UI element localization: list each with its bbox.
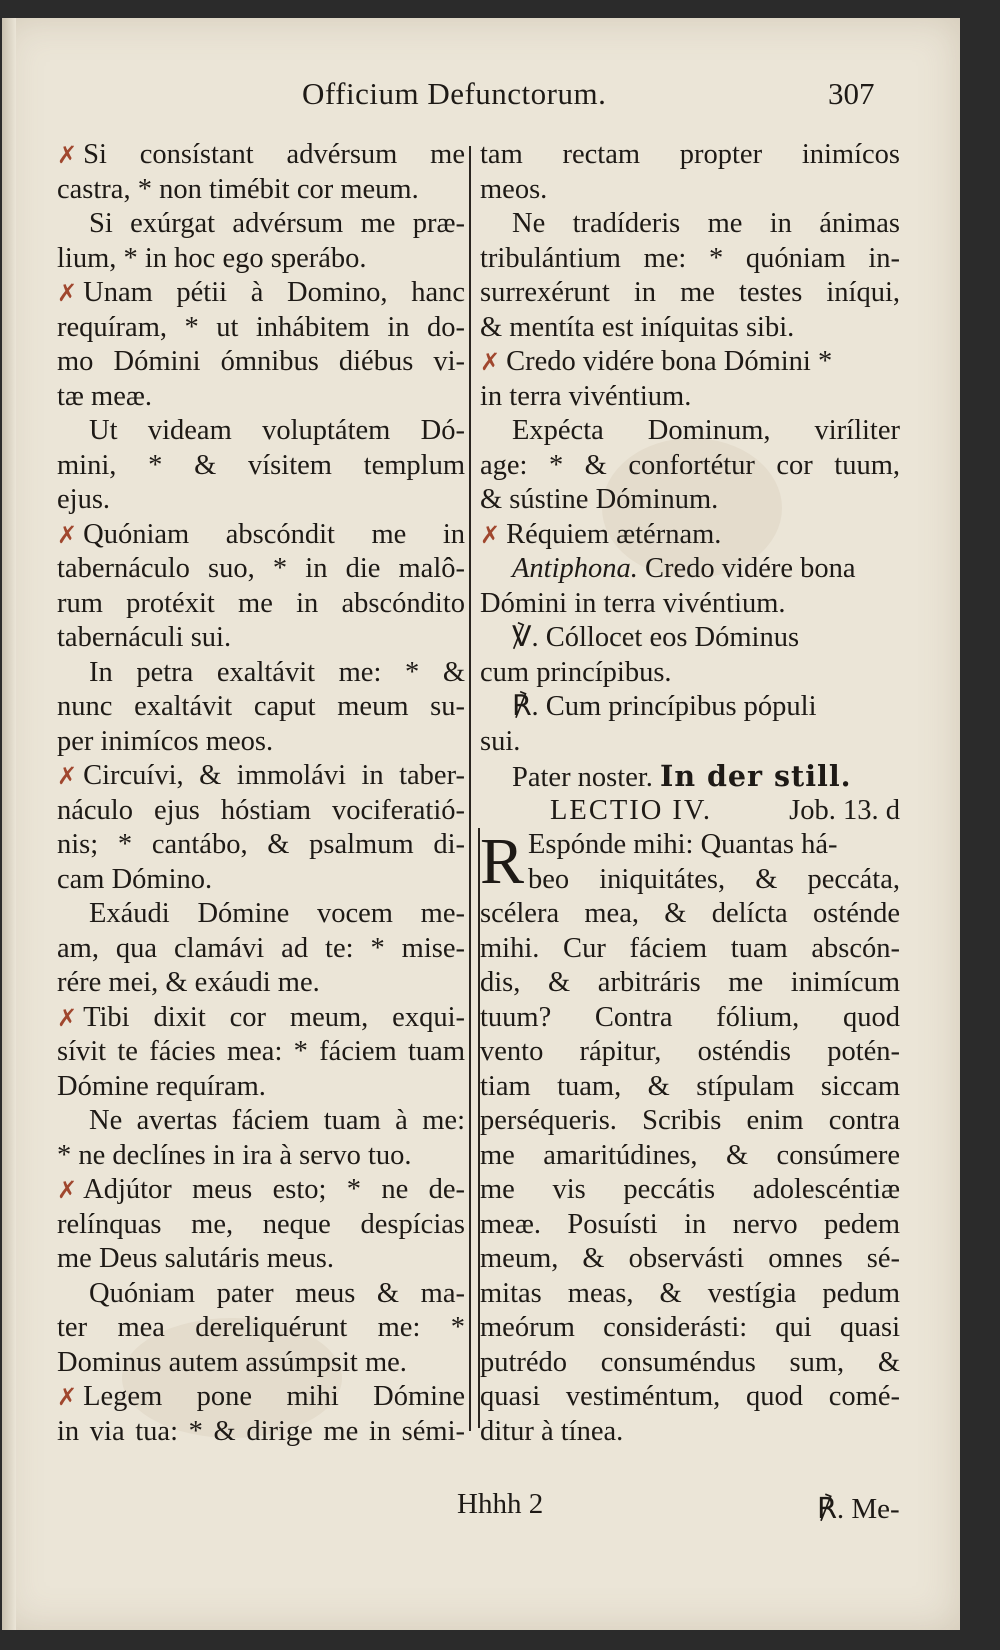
- text-line: ✗ Circuívi, & immolávi in taber-: [57, 760, 465, 791]
- text-line: mo Dómini ómnibus diébus vi-: [57, 346, 465, 377]
- text-line: & sústine Dóminum.: [480, 484, 719, 515]
- text-line: Ut videam voluptátem Dó-: [89, 415, 465, 446]
- antiphona-label: Antiphona.: [512, 553, 638, 584]
- versicle-mark-icon: ✗: [57, 141, 78, 169]
- text-line: surrexérunt in me testes iníqui,: [480, 277, 900, 308]
- response-symbol: ℟.: [512, 691, 539, 722]
- left-column: [57, 138, 465, 1449]
- pater-noster-line: Pater noster. In der still.: [512, 759, 852, 793]
- text-line: me amaritúdines, & consúmere: [480, 1139, 900, 1171]
- text-line: requíram, * ut inhábitem in do-: [57, 311, 465, 343]
- text-line: perséqueris. Scribis enim contra: [480, 1105, 900, 1136]
- versicle-mark-icon: ✗: [57, 279, 78, 307]
- text-line: tabernáculo suo, * in die malô-: [57, 553, 465, 584]
- versicle-mark-icon: ✗: [480, 348, 501, 376]
- text-line: Ne avertas fáciem tuam à me:: [89, 1105, 465, 1136]
- text-line: rére mei, & exáudi me.: [57, 967, 320, 998]
- text-line: mitas meas, & vestígia pedum: [480, 1277, 900, 1309]
- text-line: Exáudi Dómine vocem me-: [89, 898, 465, 929]
- versicle-mark-icon: ✗: [57, 1003, 78, 1032]
- text-line: Si exúrgat advérsum me præ-: [89, 208, 465, 239]
- column-divider: [469, 146, 471, 1431]
- text-line: sívit te fácies mea: * fáciem tuam: [57, 1036, 465, 1067]
- response-line: ℟. Cum princípibus pópuli: [512, 691, 817, 722]
- versicle-mark-icon: ✗: [57, 762, 78, 790]
- text-line: rum protéxit me in abscóndito: [57, 587, 465, 619]
- text-line: meos.: [480, 173, 548, 205]
- text-line: ter mea dereliquérunt me: *: [57, 1312, 465, 1343]
- text-line: per inimícos meos.: [57, 725, 274, 757]
- text-line: am, qua clamávi ad te: * mise-: [57, 932, 465, 964]
- signature-mark: Hhhh 2: [457, 1488, 544, 1520]
- text-line: meórum considerásti: qui quasi: [480, 1312, 900, 1343]
- versicle-mark-icon: ✗: [57, 1383, 78, 1411]
- text-line: in terra vivéntium.: [480, 380, 692, 412]
- text-line: ✗ Quóniam abscóndit me in: [57, 518, 465, 550]
- text-line: me Deus salutáris meus.: [57, 1243, 335, 1274]
- text-line: ✗ Credo vidére bona Dómini *: [480, 346, 833, 377]
- lectio-heading: [480, 794, 900, 829]
- text-line: putrédo consuméndus sum, &: [480, 1346, 900, 1378]
- text-line: In petra exaltávit me: * &: [89, 656, 465, 688]
- versicle-symbol: ℣.: [512, 622, 539, 653]
- text-line: meum, & observásti omnes sé-: [480, 1243, 900, 1274]
- text-line: quasi vestiméntum, quod comé-: [480, 1381, 900, 1412]
- text-line: ejus.: [57, 484, 111, 515]
- text-line: Dómine requíram.: [57, 1070, 266, 1102]
- text-line: ✗ Réquiem ætérnam.: [480, 518, 722, 550]
- book-page: [2, 18, 960, 1630]
- text-line: me vis peccátis adolescéntiæ: [480, 1174, 900, 1205]
- text-line: cum princípibus.: [480, 656, 672, 688]
- text-line: ✗ Legem pone mihi Dómine: [57, 1381, 465, 1412]
- text-line: in via tua: * & dirige me in sémi-: [57, 1415, 465, 1447]
- text-line: náculo ejus hóstiam vociferatió-: [57, 794, 465, 826]
- dropcap-letter: R: [480, 825, 525, 898]
- text-line: vento rápitur, osténdis potén-: [480, 1036, 900, 1067]
- text-line: tribulántium me: * quóniam in-: [480, 242, 900, 274]
- text-line: nis; * cantábo, & psalmum di-: [57, 829, 465, 860]
- catchword: ℟. Me-: [817, 1493, 900, 1525]
- text-line: & mentíta est iníquitas sibi.: [480, 311, 795, 343]
- running-header-title: Officium Defunctorum.: [302, 76, 607, 111]
- text-line: dis, & arbitráris me inimícum: [480, 967, 900, 998]
- text-line: ditur à tínea.: [480, 1415, 624, 1447]
- text-line: tam rectam propter inimícos: [480, 139, 900, 170]
- text-line: tæ meæ.: [57, 380, 153, 412]
- page-number: 307: [828, 76, 875, 111]
- text-line: mini, * & vísitem templum: [57, 449, 465, 481]
- text-line: tiam tuam, & stípulam siccam: [480, 1070, 900, 1102]
- text-line: * ne declínes in ira à servo tuo.: [57, 1139, 412, 1171]
- text-line: ✗ Si consístant advérsum me: [57, 139, 465, 170]
- text-line: Dominus autem assúmpsit me.: [57, 1346, 407, 1378]
- text-line: Expécta Dominum, viríliter: [512, 415, 900, 446]
- versicle-line: ℣. Cóllocet eos Dóminus: [512, 622, 800, 653]
- blackletter-rubric: In der still.: [660, 759, 852, 793]
- text-line: scélera mea, & delícta osténde: [480, 898, 900, 929]
- text-line: tuum? Contra fólium, quod: [480, 1001, 900, 1033]
- versicle-mark-icon: ✗: [480, 520, 501, 549]
- text-line: sui.: [480, 725, 521, 757]
- dropcap-line: R Espónde mihi: Quantas há-: [480, 825, 838, 898]
- text-line: relínquas me, neque despícias: [57, 1208, 465, 1240]
- text-line: cam Dómino.: [57, 863, 213, 895]
- text-line: Ne tradíderis me in ánimas: [512, 208, 900, 239]
- text-line: beo iniquitátes, & peccáta,: [528, 863, 900, 895]
- text-line: meæ. Posuísti in nervo pedem: [480, 1208, 900, 1240]
- text-line: ✗ Adjútor meus esto; * ne de-: [57, 1174, 465, 1205]
- text-line: ✗ Unam pétii à Domino, hanc: [57, 277, 465, 308]
- page-spine-shadow: [2, 18, 16, 1630]
- text-line: mihi. Cur fáciem tuam abscón-: [480, 932, 900, 964]
- right-column: [480, 138, 900, 1449]
- text-line: castra, * non timébit cor meum.: [57, 173, 419, 205]
- text-line: nunc exaltávit caput meum su-: [57, 691, 465, 722]
- text-line: Dómini in terra vivéntium.: [480, 587, 786, 619]
- lectio-reference: Job. 13. d: [789, 794, 900, 826]
- lectio-label: LECTIO IV.: [550, 794, 712, 826]
- text-line: age: * & confortétur cor tuum,: [480, 449, 900, 481]
- text-line: Quóniam pater meus & ma-: [89, 1277, 465, 1309]
- text-line: ✗ Tibi dixit cor meum, exqui-: [57, 1001, 465, 1033]
- text-line: lium, * in hoc ego sperábo.: [57, 242, 367, 274]
- text-line: tabernáculi sui.: [57, 622, 232, 653]
- versicle-mark-icon: ✗: [57, 1176, 78, 1204]
- antiphon-line: Antiphona. Credo vidére bona: [512, 553, 856, 584]
- versicle-mark-icon: ✗: [57, 520, 78, 549]
